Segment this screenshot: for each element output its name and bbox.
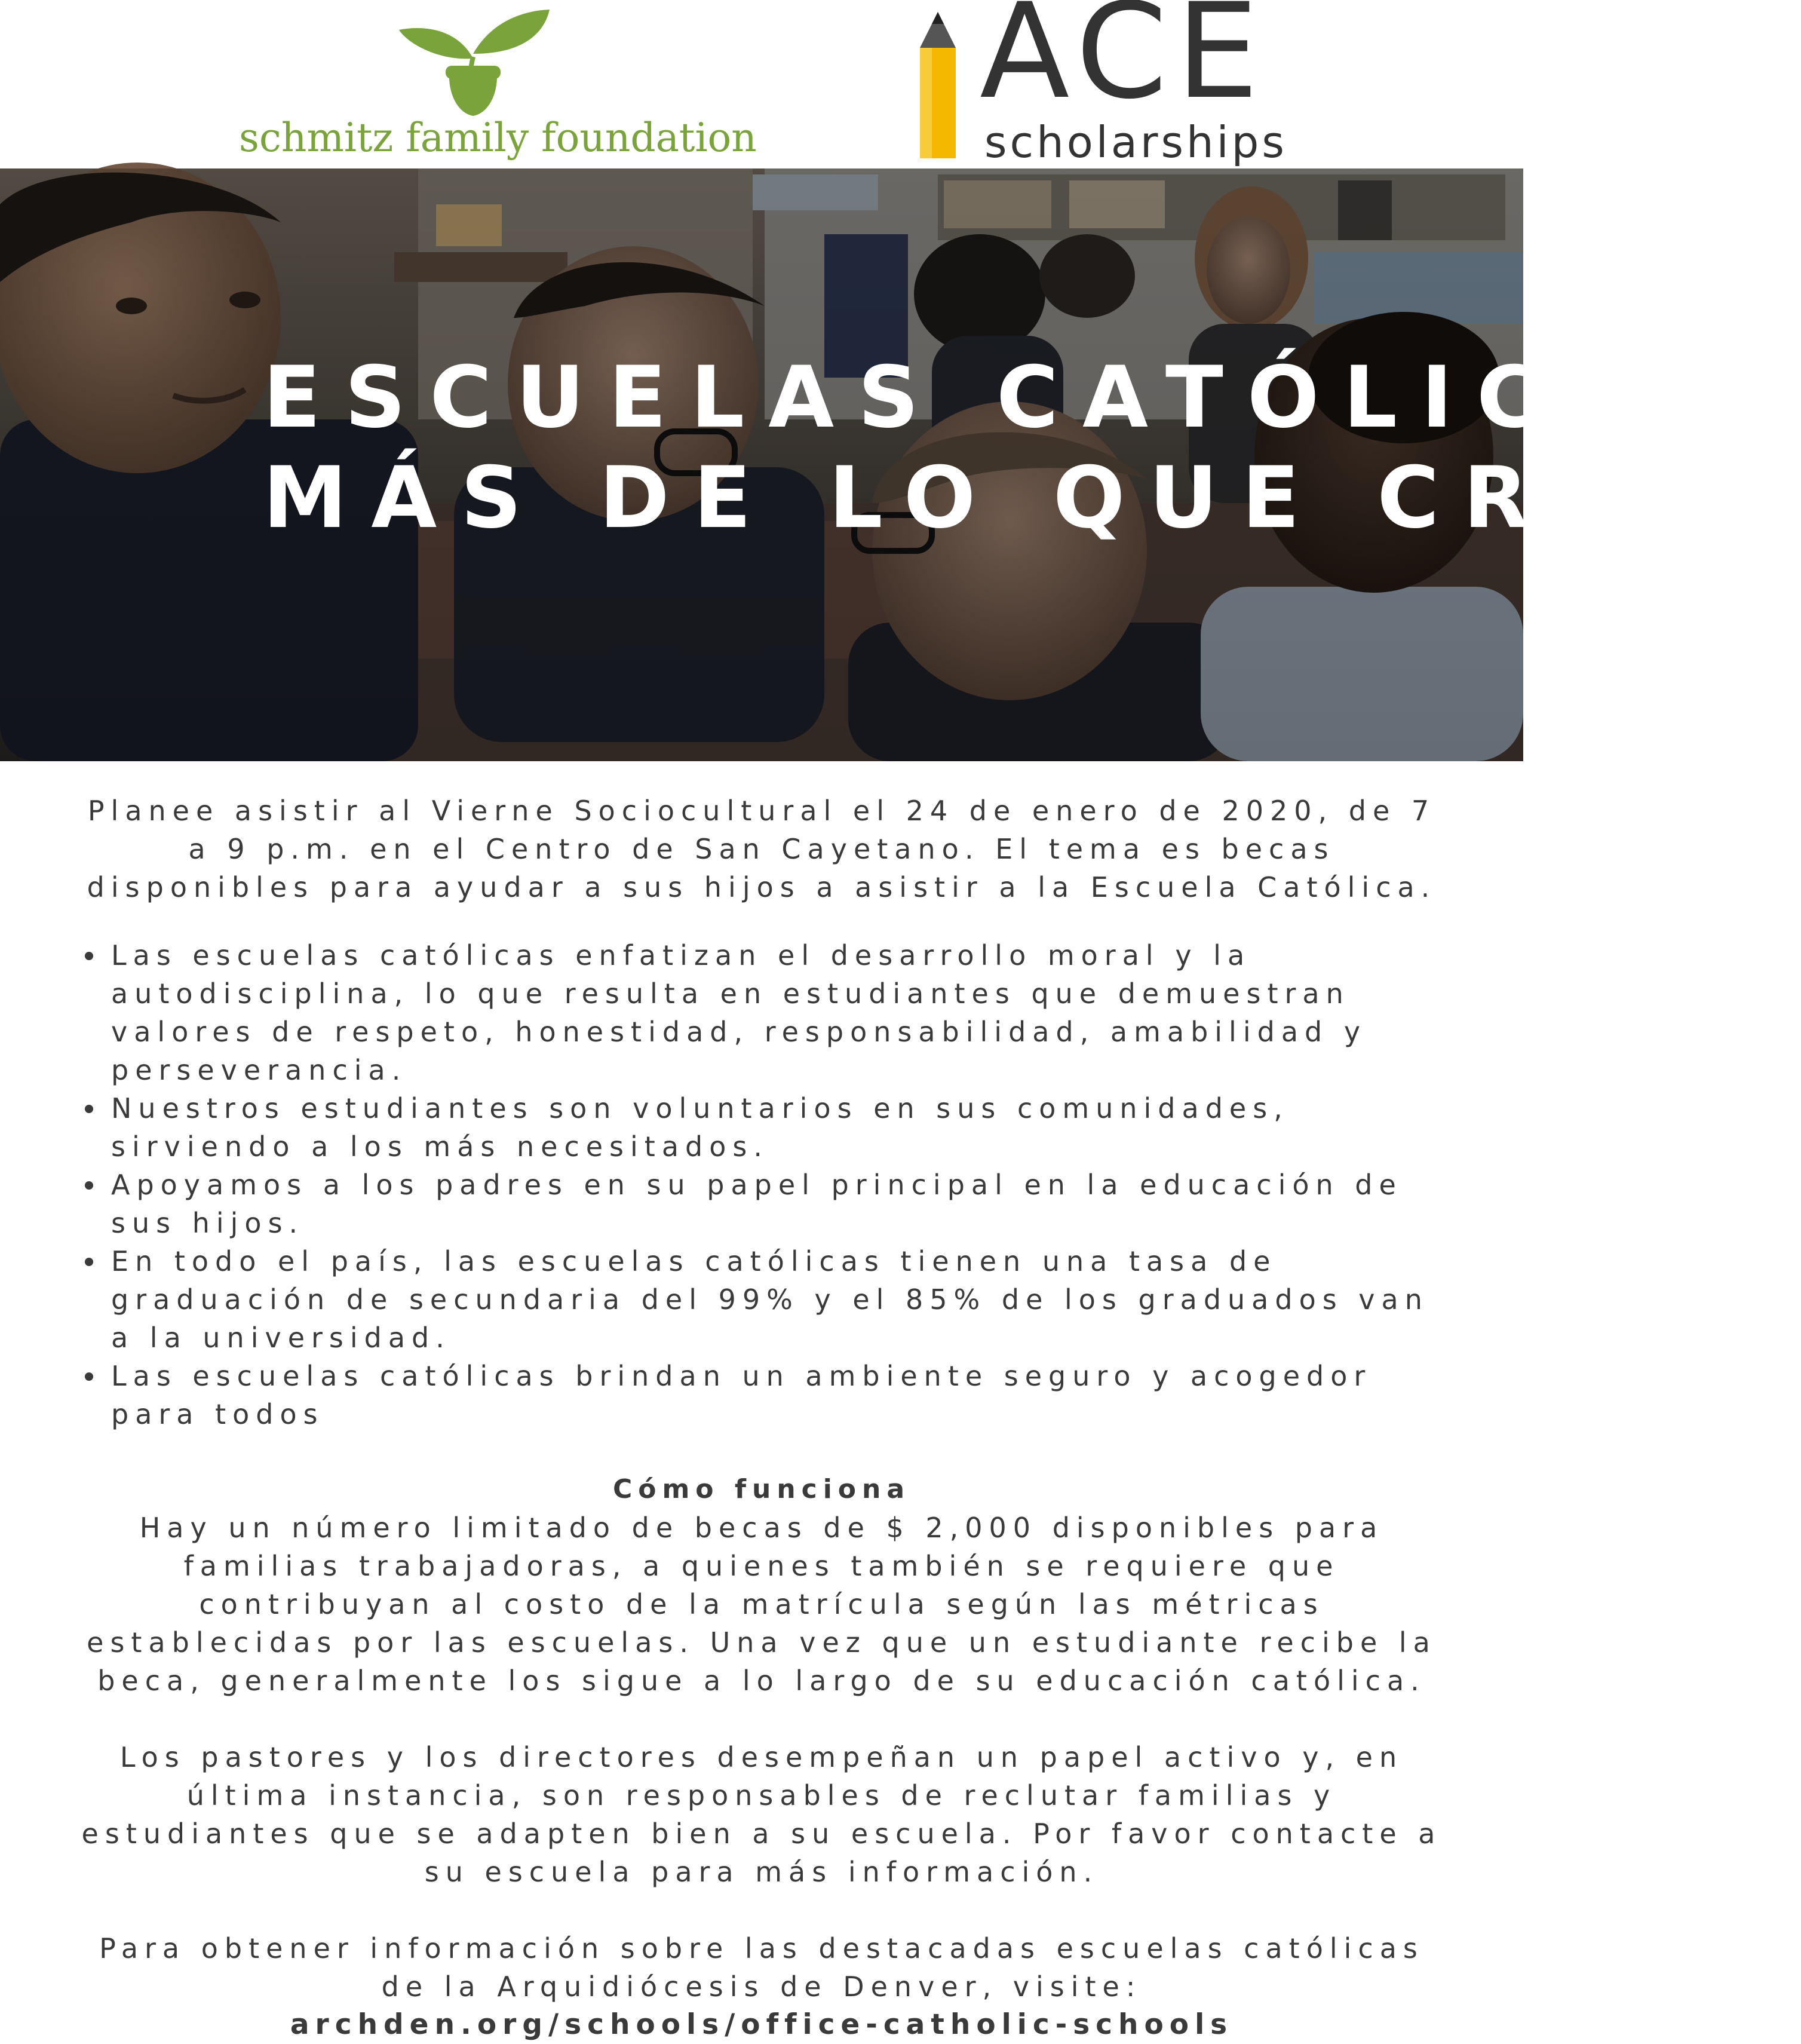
sprout-icon xyxy=(239,6,705,119)
ace-logo-word: ACE xyxy=(980,0,1268,128)
list-item xyxy=(78,936,1446,1089)
benefits-list xyxy=(78,936,1446,1433)
hero-banner xyxy=(0,168,1801,761)
how-it-works-heading: Cómo funciona xyxy=(612,1474,911,1504)
list-item xyxy=(78,1357,1446,1433)
list-item-text: En todo el país, las escuelas católicas tienen una tasa de graduación de secundaria del 99% y el 85% de los graduados van a la universidad. xyxy=(111,1245,1429,1354)
bullet-icon xyxy=(85,952,93,960)
list-item-text: Las escuelas católicas brindan un ambiente seguro y acogedor para todos xyxy=(111,1360,1372,1430)
bullet-icon xyxy=(85,1372,93,1381)
sponsor-logo-text: schmitz family foundation xyxy=(239,115,757,161)
page-title xyxy=(263,348,1801,548)
ace-logo-sub: scholarships xyxy=(984,117,1287,167)
ace-scholarships-logo xyxy=(914,0,1296,167)
pencil-icon xyxy=(914,12,980,167)
title-line-1: ESCUELAS CATÓLICAS: xyxy=(263,348,1796,447)
how-it-works-paragraph-1: Hay un número limitado de becas de $ 2,000 disponibles para familias trabajadoras, a quienes también se requiere que contribuyan al costo de la matrícula según las métricas establecidas por las escuelas. Una vez que un estudiante recibe la beca, generalmente los sigue a lo largo de su educación católica. xyxy=(87,1512,1437,1697)
list-item xyxy=(78,1089,1446,1166)
list-item xyxy=(78,1242,1446,1357)
intro-paragraph: Planee asistir al Vierne Sociocultural el 24 de enero de 2020, de 7 a 9 p.m. en el Centro de San Cayetano. El tema es becas disponibles para ayudar a sus hijos a asistir a la Escuela Católica. xyxy=(87,795,1437,903)
bullet-icon xyxy=(85,1181,93,1190)
bullet-icon xyxy=(85,1105,93,1113)
schmitz-family-foundation-logo xyxy=(239,6,757,167)
list-item-text: Nuestros estudiantes son voluntarios en sus comunidades, sirviendo a los más necesitados. xyxy=(111,1092,1289,1163)
how-it-works-paragraph-2: Los pastores y los directores desempeñan un papel activo y, en última instancia, son responsables de reclutar familias y estudiantes que se adapten bien a su escuela. Por favor contacte a su escuela para más información. xyxy=(81,1741,1442,1888)
flyer-body xyxy=(78,792,1446,2044)
list-item-text: Apoyamos a los padres en su papel principal en la educación de sus hijos. xyxy=(111,1169,1403,1239)
list-item xyxy=(78,1166,1446,1242)
list-item-text: Las escuelas católicas enfatizan el desarrollo moral y la autodisciplina, lo que resulta en estudiantes que demuestran valores de respeto, honestidad, responsabilidad, amabilidad y perseverancia. xyxy=(111,939,1367,1086)
header xyxy=(0,0,1523,168)
footer-text: Para obtener información sobre las destacadas escuelas católicas de la Arquidiócesis de Denver, visite: xyxy=(99,1932,1424,2003)
bullet-icon xyxy=(85,1258,93,1266)
website-link[interactable]: archden.org/schools/office-catholic-schools xyxy=(290,2008,1234,2041)
title-line-2: MÁS DE LO QUE CREES xyxy=(263,449,1801,547)
